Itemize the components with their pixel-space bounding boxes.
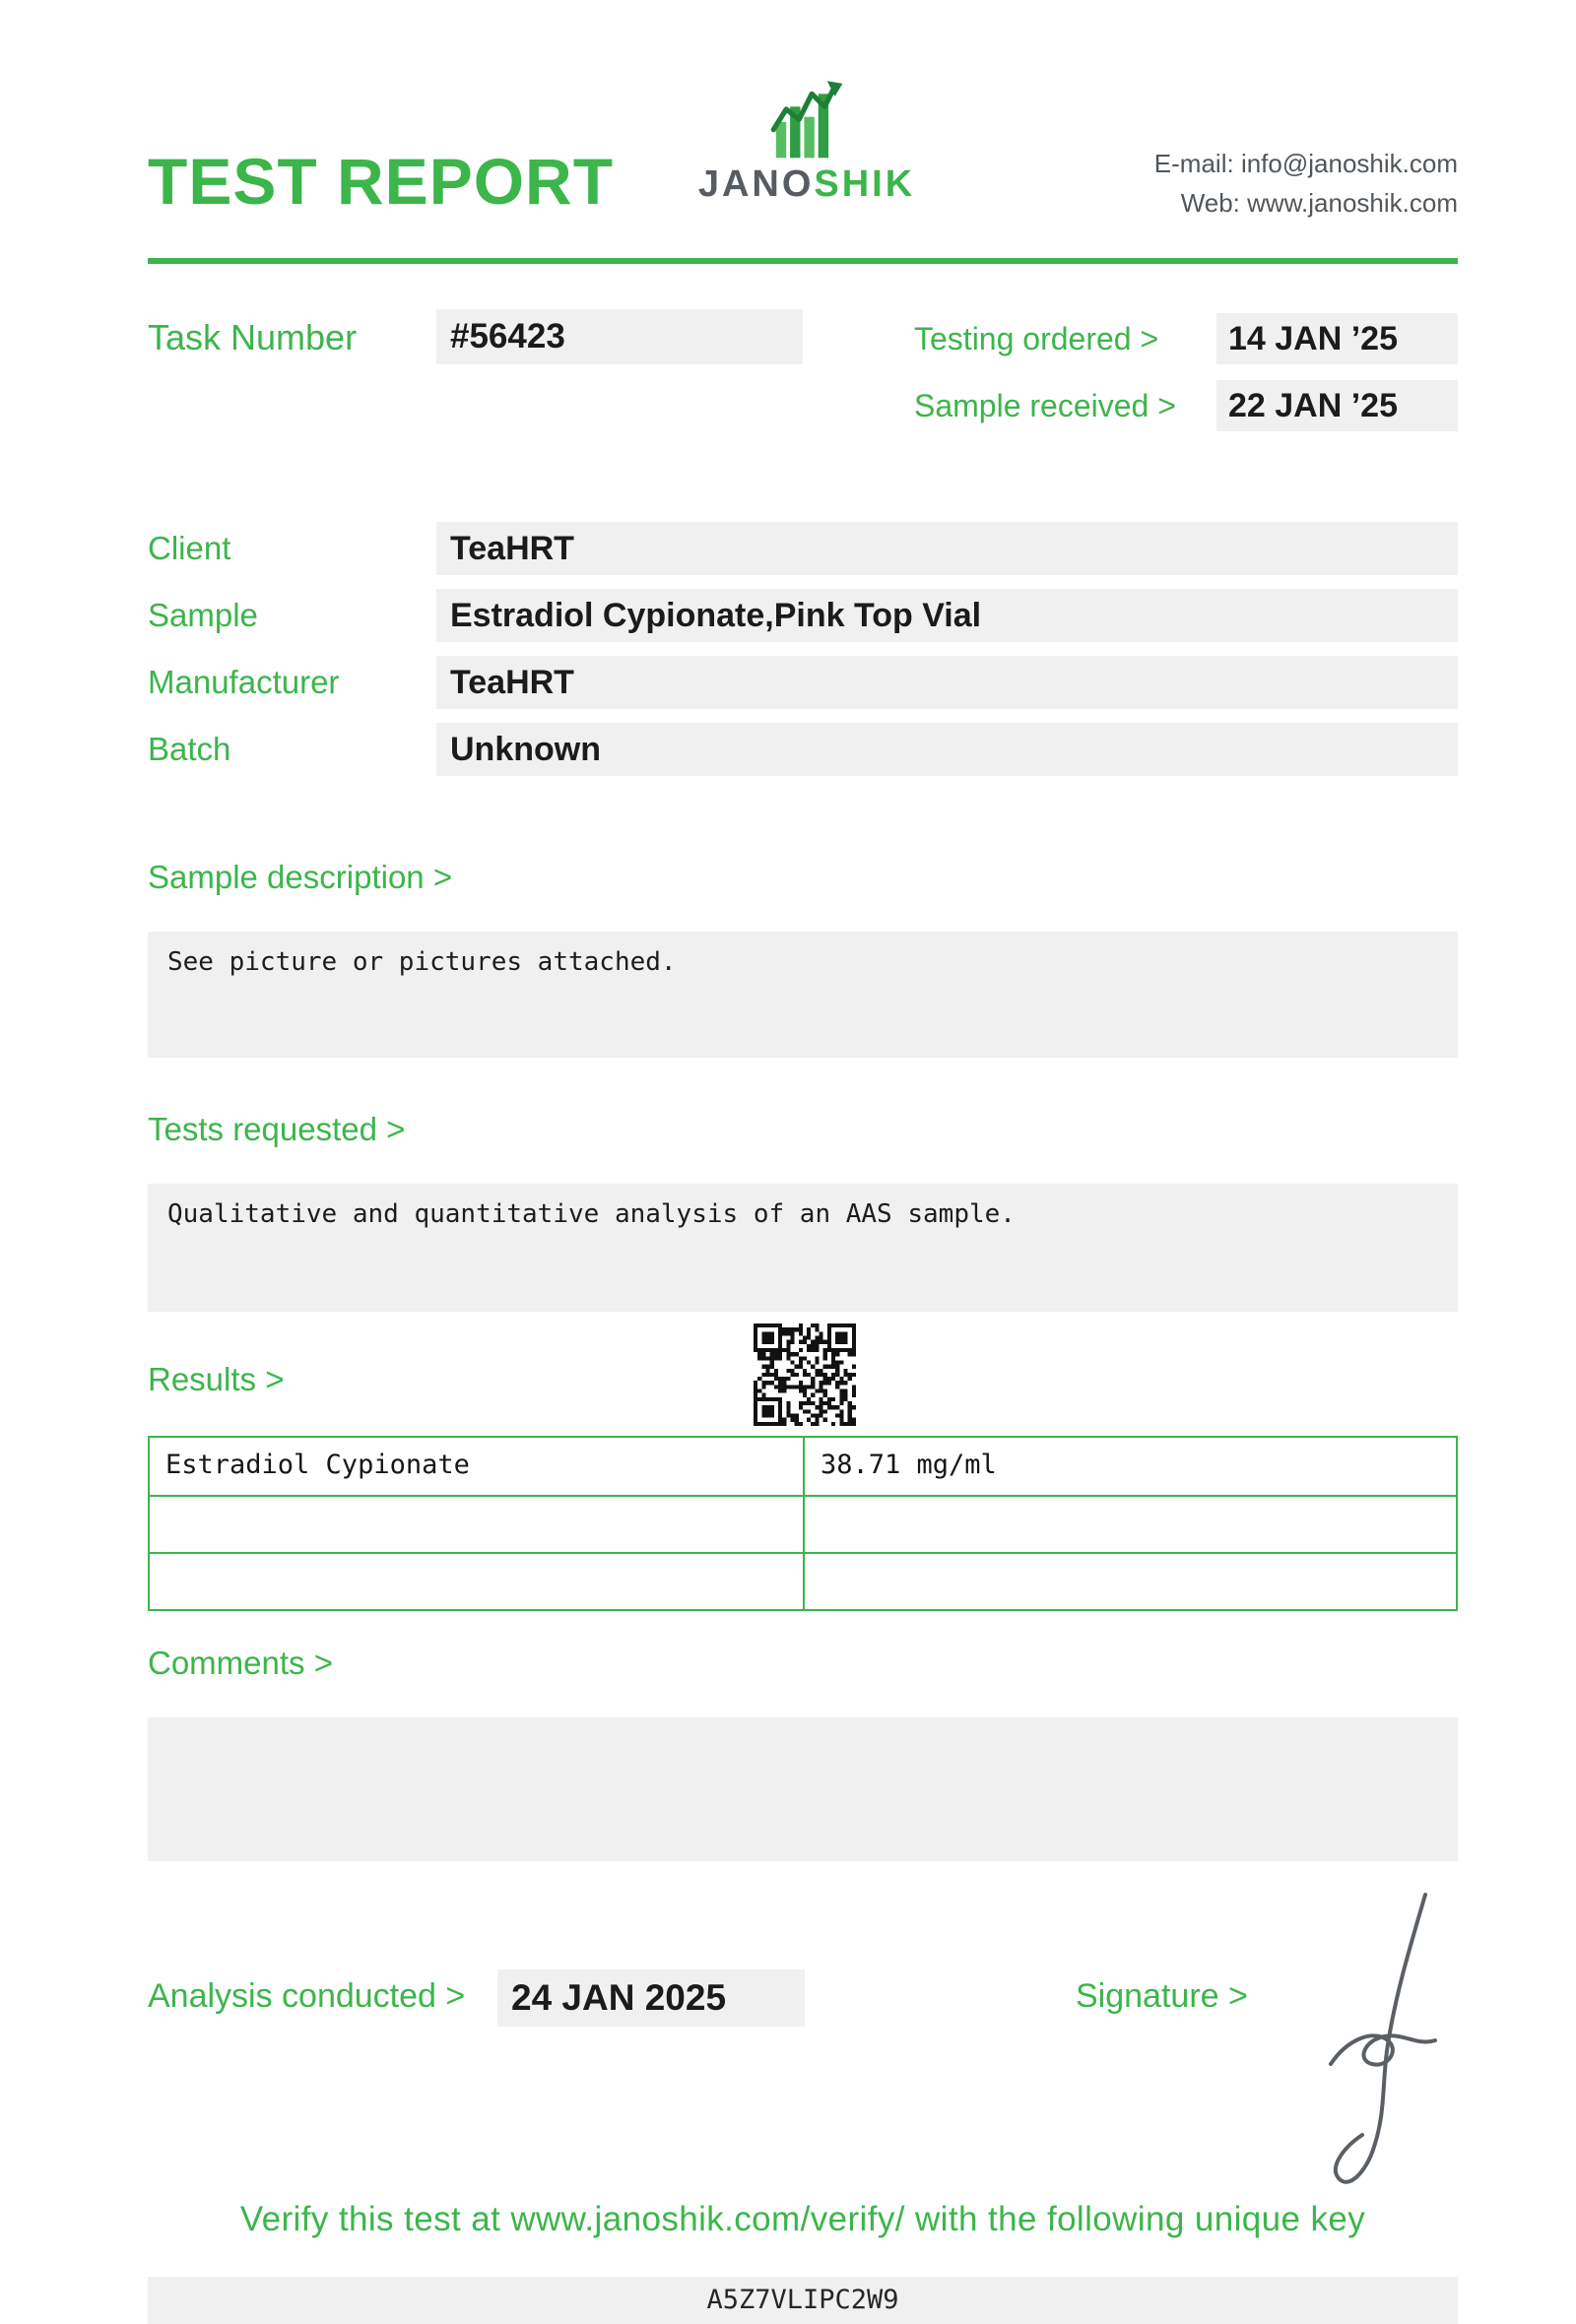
tests-requested-text: Qualitative and quantitative analysis of an AAS sample. — [148, 1184, 1458, 1312]
verify-key: A5Z7VLIPC2W9 — [148, 2277, 1458, 2324]
table-row — [150, 1552, 1456, 1609]
logo-part-shik: SHIK — [814, 163, 916, 205]
table-row — [150, 1495, 1456, 1552]
results-heading: Results > — [148, 1361, 285, 1397]
sample-received-label: Sample received > — [914, 388, 1176, 423]
contact-info — [1154, 144, 1458, 223]
testing-ordered-date: 14 JAN ’25 — [1216, 313, 1458, 364]
table-row — [150, 1438, 1456, 1495]
signature-image — [1276, 1883, 1482, 2198]
contact-web-line — [1154, 183, 1458, 223]
result-amount — [805, 1497, 1456, 1552]
verify-instructions: Verify this test at www.janoshik.com/verify/ with the following unique key — [239, 2200, 1366, 2238]
batch-label: Batch — [148, 731, 231, 767]
result-substance: Estradiol Cypionate — [150, 1438, 805, 1495]
sample-received-date: 22 JAN ’25 — [1216, 380, 1458, 431]
email-value: info@janoshik.com — [1240, 149, 1458, 178]
client-value: TeaHRT — [436, 522, 1458, 575]
testing-ordered-label: Testing ordered > — [914, 321, 1159, 356]
manufacturer-label: Manufacturer — [148, 664, 340, 700]
email-label: E-mail: — [1153, 149, 1234, 178]
bar-chart-icon — [768, 77, 845, 160]
task-number-value: #56423 — [436, 309, 803, 364]
web-value: www.janoshik.com — [1247, 188, 1458, 218]
info-row-sample — [148, 589, 1458, 642]
page-title: TEST REPORT — [148, 145, 615, 218]
client-label: Client — [148, 530, 231, 566]
sample-info-section — [148, 522, 1458, 790]
janoshik-logo — [689, 77, 925, 206]
web-label: Web: — [1180, 188, 1240, 218]
result-substance — [150, 1554, 805, 1609]
tests-requested-heading: Tests requested > — [148, 1111, 406, 1147]
contact-email-line — [1154, 144, 1458, 183]
header-divider — [148, 258, 1458, 264]
sample-label: Sample — [148, 597, 258, 633]
comments-text — [148, 1717, 1458, 1861]
result-amount — [805, 1554, 1456, 1609]
results-table — [148, 1436, 1458, 1611]
task-number-label: Task Number — [148, 317, 358, 357]
result-amount: 38.71 mg/ml — [821, 1450, 997, 1480]
batch-value: Unknown — [436, 723, 1458, 776]
info-row-manufacturer — [148, 656, 1458, 709]
info-row-batch — [148, 723, 1458, 776]
info-row-client — [148, 522, 1458, 575]
logo-wordmark — [689, 163, 925, 206]
analysis-conducted-date: 24 JAN 2025 — [497, 1969, 805, 2027]
sample-description-text: See picture or pictures attached. — [148, 932, 1458, 1058]
sample-description-heading: Sample description > — [148, 859, 453, 895]
comments-heading: Comments > — [148, 1645, 333, 1681]
result-substance — [150, 1497, 805, 1552]
logo-part-jano: JANO — [697, 163, 815, 205]
sample-value: Estradiol Cypionate,Pink Top Vial — [436, 589, 1458, 642]
qr-code — [754, 1323, 856, 1426]
analysis-conducted-label: Analysis conducted > — [148, 1977, 466, 2015]
manufacturer-value: TeaHRT — [436, 656, 1458, 709]
signature-label: Signature > — [1076, 1977, 1248, 2015]
